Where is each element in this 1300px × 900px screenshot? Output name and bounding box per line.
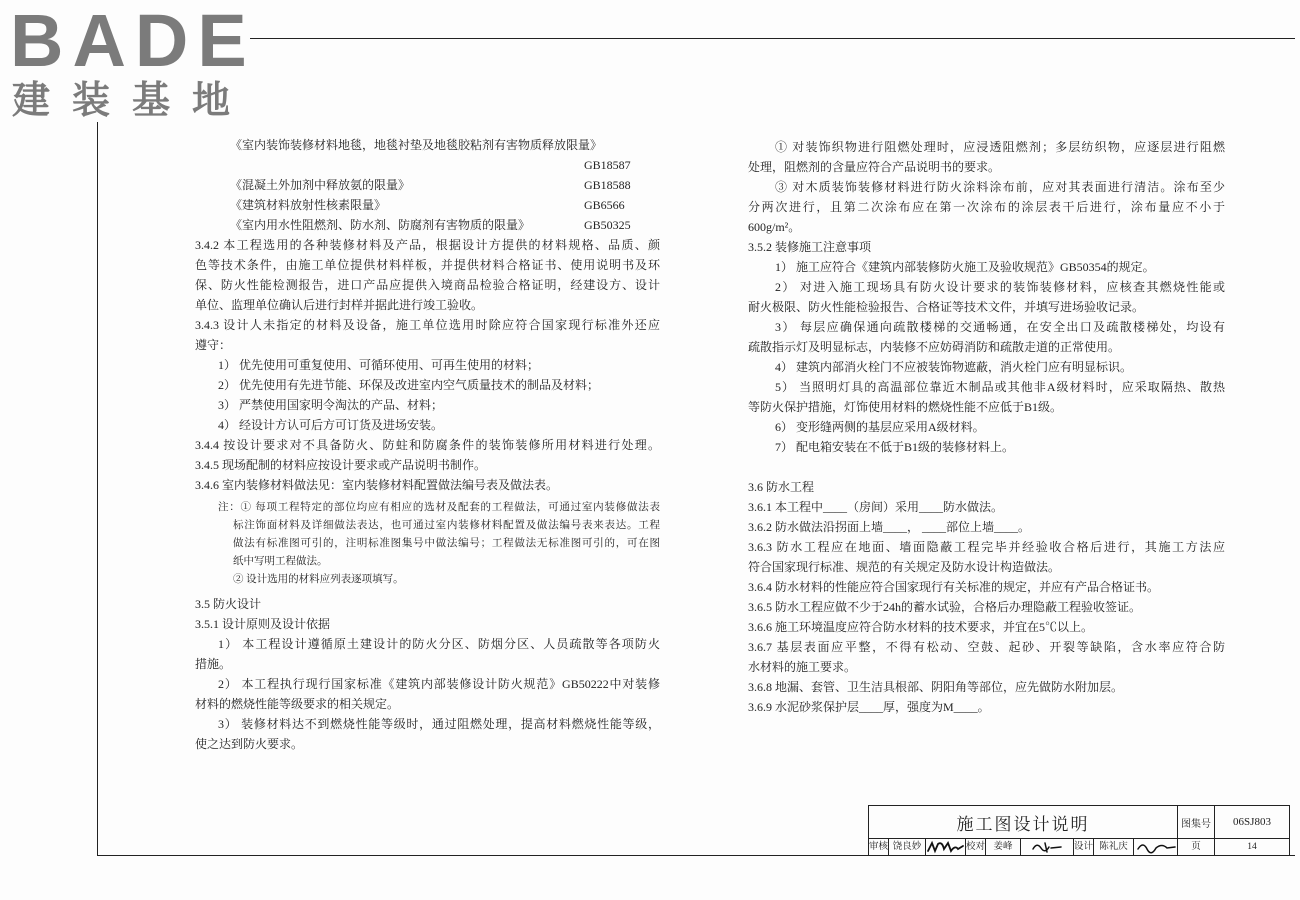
clause-3-4-3-item: 2） 优先使用有先进节能、环保及改进室内空气质量技术的制品及材料； xyxy=(218,378,600,392)
standard-row xyxy=(195,155,660,175)
frame-top-border xyxy=(250,38,1295,39)
checker-label: 校对 xyxy=(966,839,986,855)
clause-3-5-1-item-line: 措施。 xyxy=(195,657,232,671)
standard-row xyxy=(195,195,660,215)
clause-3-4-2-line: 保、防火性能检测报告，进口产品应提供入境商品检验合格证明，经建设方、设计 xyxy=(195,278,660,292)
clause-3-4-3-item: 3） 严禁使用国家明令淘汰的产品、材料； xyxy=(218,398,444,412)
standard-name: 《室内用水性阻燃剂、防水剂、防腐剂有害物质的限量》 xyxy=(230,218,531,232)
section-heading-3-6: 3.6 防水工程 xyxy=(748,480,815,494)
clause-3-4-2-line: 色等技术条件，由施工单位提供材料样板，并提供材料合格证书、使用说明书及环 xyxy=(195,258,660,272)
note-line: 纸中写明工程做法。 xyxy=(233,556,328,567)
clause-3-4-6: 3.4.6 室内装修材料做法见：室内装修材料配置做法编号表及做法表。 xyxy=(195,478,559,492)
standard-name: 《室内装饰装修材料地毯，地毯衬垫及地毯胶粘剂有害物质释放限量》 xyxy=(230,138,603,152)
title-block-top-row xyxy=(869,806,1289,839)
note-block xyxy=(218,499,660,589)
clause-3-5-2-item-line: 7） 配电箱安装在不低于B1级的装修材料上。 xyxy=(775,440,1015,454)
atlas-number-label: 图集号 xyxy=(1178,806,1215,838)
clause-3-4-4: 3.4.4 按设计要求对不具备防火、防蛀和防腐条件的装饰装修所用材料进行处理。 xyxy=(195,438,660,452)
clause-3-5-2-item-line: 4） 建筑内部消火栓门不应被装饰物遮蔽，消火栓门应有明显标识。 xyxy=(775,360,1133,374)
clause-3-5-2-item-line: 6） 变形缝两侧的基层应采用A级材料。 xyxy=(775,420,985,434)
reviewer-signature xyxy=(926,839,966,855)
frame-left-border xyxy=(97,122,98,856)
note-line: 注：① 每项工程特定的部位均应有相应的选材及配套的工程做法，可通过室内装修做法表 xyxy=(218,502,660,513)
clause-3-5-1-item-line: 使之达到防火要求。 xyxy=(195,737,304,751)
designer-name: 陈礼庆 xyxy=(1094,839,1134,855)
page-number: 14 xyxy=(1247,842,1257,852)
clause-3-4-3-line: 遵守： xyxy=(195,338,232,352)
clause-3-6-line: 3.6.2 防水做法沿拐面上墙____， ____部位上墙____。 xyxy=(748,520,1031,534)
checker-signature xyxy=(1021,839,1074,855)
standard-row xyxy=(195,175,660,195)
standard-row xyxy=(195,215,660,235)
clause-3-4-3-item: 1） 优先使用可重复使用、可循环使用、可再生使用的材料； xyxy=(218,358,540,372)
standard-code: GB18587 xyxy=(584,158,631,172)
clause-3-6-line: 3.6.6 施工环境温度应符合防水材料的技术要求，并宜在5℃以上。 xyxy=(748,620,1094,634)
standard-code: GB6566 xyxy=(584,198,625,212)
clause-3-4-2-line: 3.4.2 本工程选用的各种装修材料及产品，根据设计方提供的材料规格、品质、颜 xyxy=(195,238,660,252)
designer-signature xyxy=(1134,839,1178,855)
logo xyxy=(10,0,256,124)
drawing-title: 施工图设计说明 xyxy=(869,806,1178,838)
right-column xyxy=(748,137,1225,717)
clause-3-6-line: 3.6.4 防水材料的性能应符合国家现行有关标准的规定，并应有产品合格证书。 xyxy=(748,580,1160,594)
clause-3-6-line: 3.6.1 本工程中____（房间）采用____防水做法。 xyxy=(748,500,1004,514)
clause-3-5-2-item-line: 1） 施工应符合《建筑内部装修防火施工及验收规范》GB50354的规定。 xyxy=(775,260,1155,274)
section-spacer xyxy=(748,457,1225,477)
section-heading-3-5: 3.5 防火设计 xyxy=(195,597,262,611)
clause-3-5-1-item-line: 3） 装修材料达不到燃烧性能等级时，通过阻燃处理，提高材料燃烧性能等级， xyxy=(218,717,660,731)
clause-3-5-2-item-line: 3） 每层应确保通向疏散楼梯的交通畅通，在安全出口及疏散楼梯处，均设有 xyxy=(775,320,1225,334)
clause-3-5-2-item-line: 2） 对进入施工现场具有防火设计要求的装饰装修材料，应核查其燃烧性能或 xyxy=(775,280,1225,294)
clause-3-4-3-item: 4） 经设计方认可后方可订货及进场安装。 xyxy=(218,418,444,432)
clause-3-5-2-item-line: 耐火极限、防火性能检验报告、合格证等技术文件，并填写进场验收记录。 xyxy=(748,300,1145,314)
reviewer-name: 饶良妙 xyxy=(889,839,926,855)
standard-row xyxy=(195,135,660,155)
logo-brand: BADE xyxy=(10,0,256,82)
clause-3-5-1-item-line: 材料的燃烧性能等级要求的相关规定。 xyxy=(195,697,400,711)
left-column xyxy=(195,135,660,754)
checker-name: 姜峰 xyxy=(986,839,1021,855)
clause-3-6-line: 3.6.3 防水工程应在地面、墙面隐蔽工程完毕并经验收合格后进行，其施工方法应 xyxy=(748,540,1225,554)
title-block-sign-row xyxy=(869,839,1289,855)
clause-3-5-1-heading: 3.5.1 设计原则及设计依据 xyxy=(195,617,331,631)
clause-3-6-line: 符合国家现行标准、规范的有关规定及防水设计构造做法。 xyxy=(748,560,1061,574)
clause-3-6-line: 水材料的施工要求。 xyxy=(748,660,857,674)
clause-3-5-1-item-line: 2） 本工程执行现行国家标准《建筑内部装修设计防火规范》GB50222中对装修 xyxy=(218,677,660,691)
note-line: 做法有标准图可引的，注明标准图集号中做法编号；工程做法无标准图可引的，可在图 xyxy=(233,538,660,549)
standard-code: GB18588 xyxy=(584,178,631,192)
atlas-number: 06SJ803 xyxy=(1233,816,1271,828)
clause-3-6-line: 3.6.8 地漏、套管、卫生洁具根部、阴阳角等部位，应先做防水附加层。 xyxy=(748,680,1124,694)
clause-3-6-line: 3.6.7 基层表面应平整，不得有松动、空鼓、起砂、开裂等缺陷，含水率应符合防 xyxy=(748,640,1225,654)
clause-3-4-2-line: 单位、监理单位确认后进行封样并据此进行竣工验收。 xyxy=(195,298,484,312)
clause-3-6-line: 3.6.5 防水工程应做不少于24h的蓄水试验，合格后办理隐蔽工程验收签证。 xyxy=(748,600,1142,614)
standard-name: 《建筑材料放射性核素限量》 xyxy=(230,198,387,212)
clause-3-5-2-heading: 3.5.2 装修施工注意事项 xyxy=(748,240,872,254)
fire-retardant-line: 600g/m²。 xyxy=(748,220,801,234)
fire-retardant-line: ① 对装饰织物进行阻燃处理时，应浸透阻燃剂；多层纺织物，应逐层进行阻燃 xyxy=(775,140,1225,154)
fire-retardant-line: 分两次进行，且第二次涂布应在第一次涂布的涂层表干后进行，涂布量应不小于 xyxy=(748,200,1225,214)
reviewer-label: 审核 xyxy=(869,839,889,855)
fire-retardant-line: 处理，阻燃剂的含量应符合产品说明书的要求。 xyxy=(748,160,1001,174)
note-line: 标注饰面材料及详细做法表达，也可通过室内装修材料配置及做法编号表来表达。工程 xyxy=(233,520,660,531)
note-line: ② 设计选用的材料应列表逐项填写。 xyxy=(233,574,404,585)
standard-name: 《混凝土外加剂中释放氨的限量》 xyxy=(230,178,411,192)
clause-3-5-2-item-line: 疏散指示灯及明显标志，内装修不应妨碍消防和疏散走道的正常使用。 xyxy=(748,340,1121,354)
logo-subtitle: 建装基地 xyxy=(12,78,253,122)
clause-3-6-line: 3.6.9 水泥砂浆保护层____厚，强度为M____。 xyxy=(748,700,990,714)
clause-3-4-5: 3.4.5 现场配制的材料应按设计要求或产品说明书制作。 xyxy=(195,458,487,472)
clause-3-5-1-item-line: 1） 本工程设计遵循原土建设计的防火分区、防烟分区、人员疏散等各项防火 xyxy=(218,637,660,651)
clause-3-5-2-item-line: 等防火保护措施，灯饰使用材料的燃烧性能不应低于B1级。 xyxy=(748,400,1063,414)
title-block xyxy=(868,805,1290,856)
clause-3-4-3-line: 3.4.3 设计人未指定的材料及设备，施工单位选用时除应符合国家现行标准外还应 xyxy=(195,318,660,332)
standard-code: GB50325 xyxy=(584,218,631,232)
designer-label: 设计 xyxy=(1074,839,1094,855)
page-label: 页 xyxy=(1178,839,1215,855)
fire-retardant-line: ③ 对木质装饰装修材料进行防火涂料涂布前，应对其表面进行清洁。涂布至少 xyxy=(775,180,1225,194)
clause-3-5-2-item-line: 5） 当照明灯具的高温部位靠近木制品或其他非A级材料时，应采取隔热、散热 xyxy=(775,380,1225,394)
